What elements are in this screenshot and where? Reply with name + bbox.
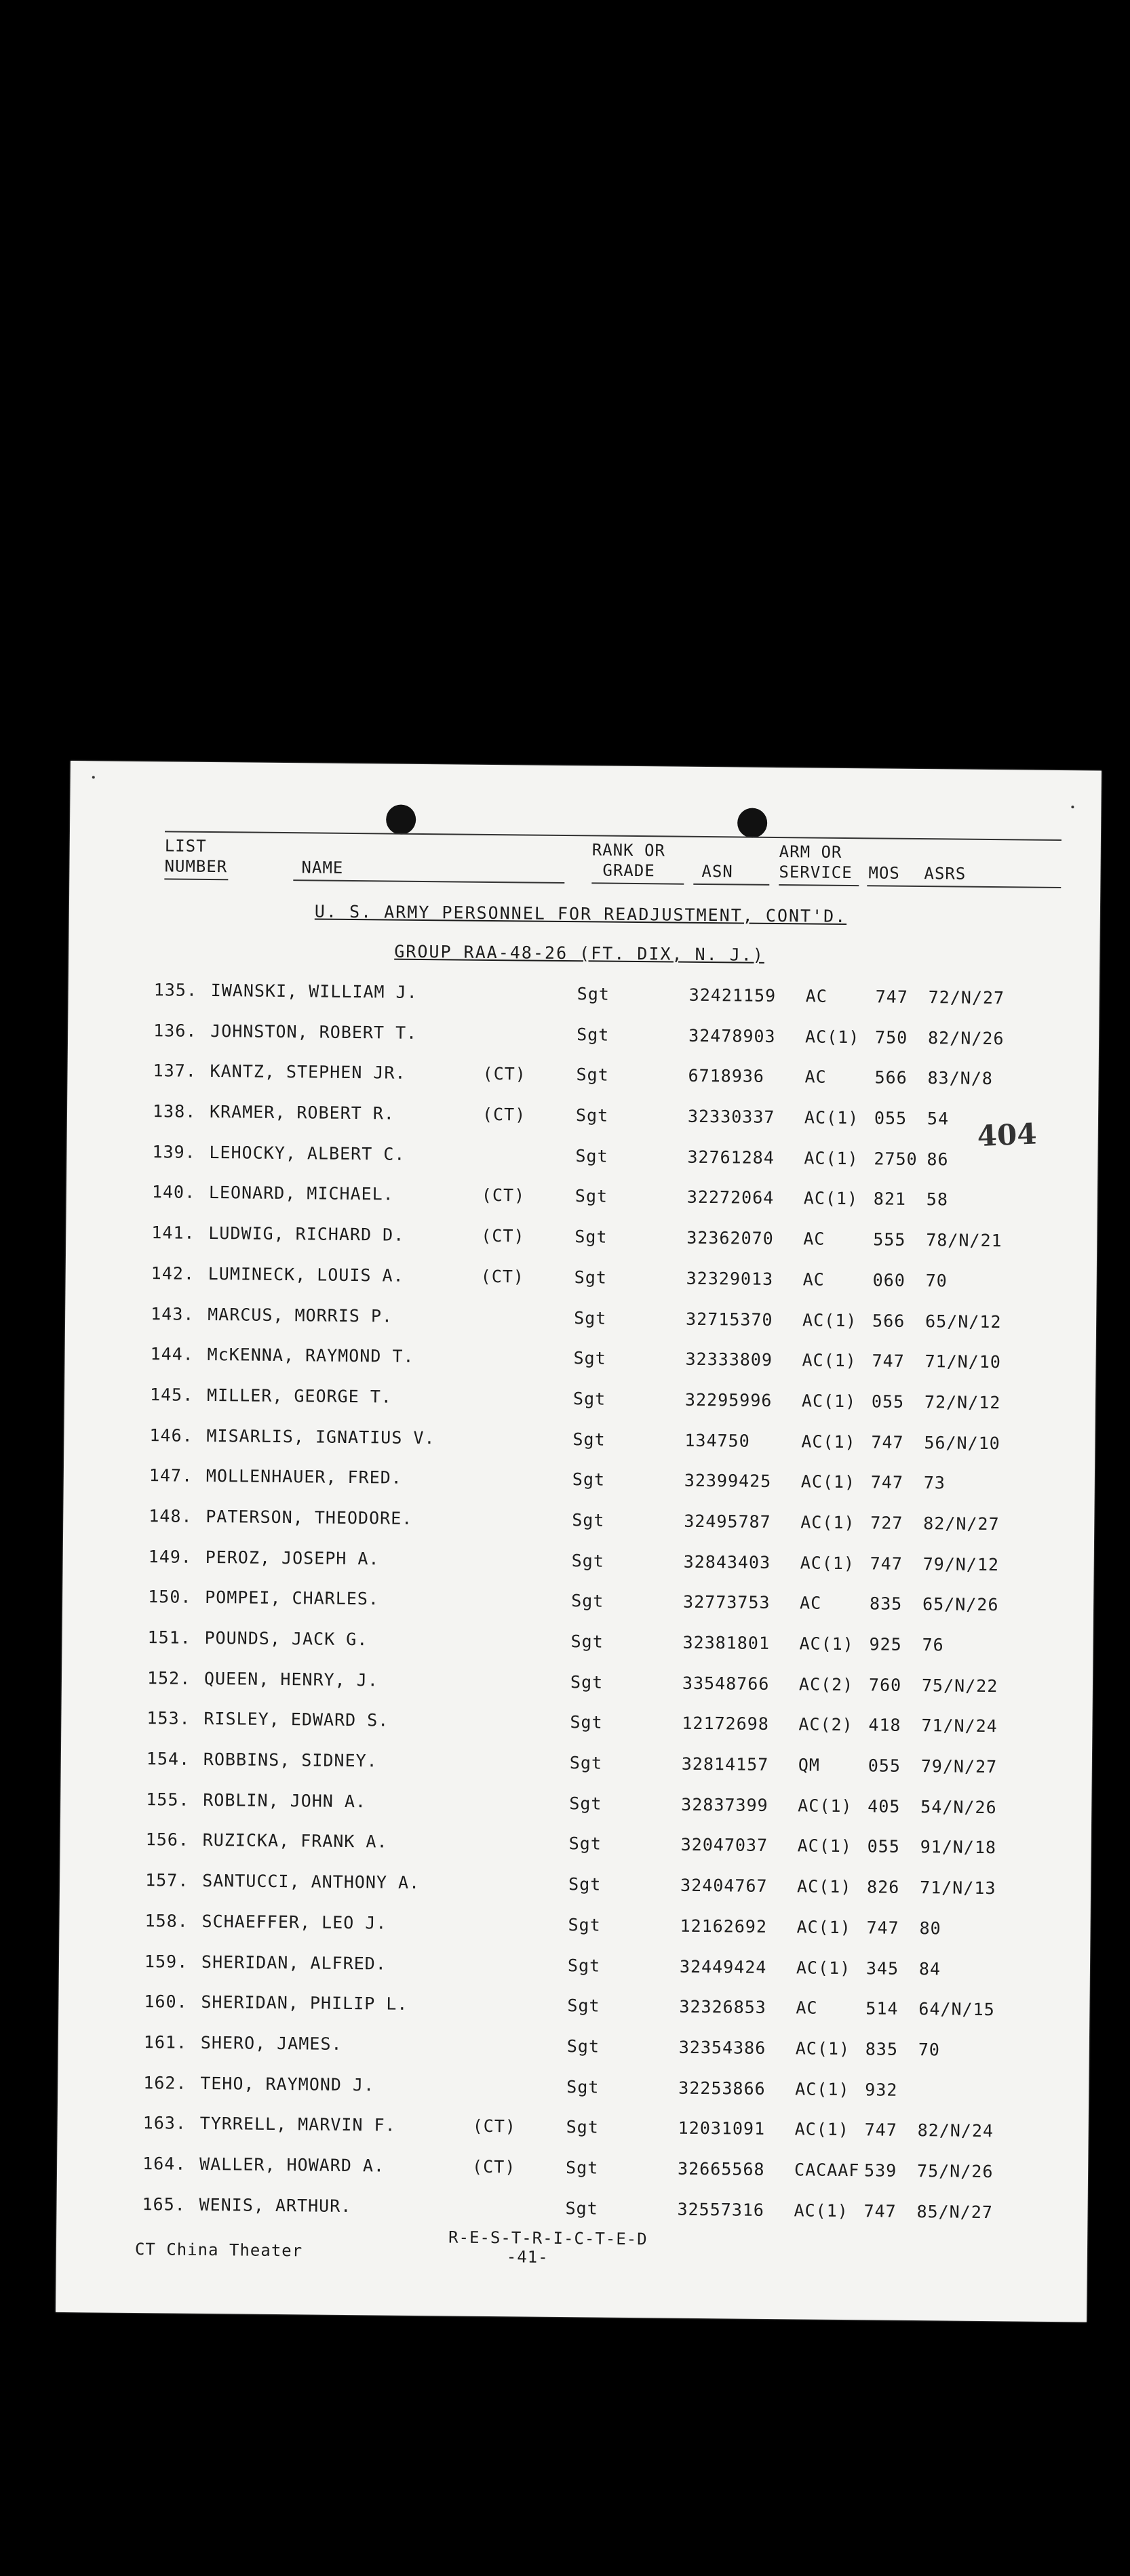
row-asrs: 84 [918, 1958, 941, 1979]
row-asrs: 71/N/24 [921, 1716, 998, 1737]
row-arm-service: AC [802, 1269, 825, 1290]
row-rank: Sgt [571, 1591, 604, 1611]
row-asrs: 54/N/26 [920, 1796, 997, 1817]
row-asrs: 80 [919, 1918, 941, 1939]
row-asn: 6718936 [688, 1066, 765, 1087]
row-mos: 760 [868, 1675, 902, 1695]
row-number: 142. [151, 1263, 195, 1284]
row-rank: Sgt [570, 1671, 604, 1692]
row-rank: Sgt [574, 1267, 608, 1288]
row-rank: Sgt [566, 2076, 600, 2097]
row-rank: Sgt [568, 1874, 602, 1895]
row-rank: Sgt [576, 1065, 609, 1086]
row-number: 157. [145, 1870, 189, 1890]
row-rank: Sgt [566, 2117, 599, 2137]
row-name: LUDWIG, RICHARD D. [208, 1223, 405, 1245]
row-arm-service: AC(1) [802, 1309, 857, 1330]
row-mos: 747 [864, 2120, 897, 2141]
row-number: 135. [153, 980, 198, 1000]
header-top-rule [165, 831, 1061, 841]
row-arm-service: CACAAF [794, 2160, 860, 2181]
row-arm-service: AC [799, 1593, 822, 1613]
row-name: RUZICKA, FRANK A. [202, 1830, 388, 1852]
row-arm-service: AC(1) [800, 1512, 855, 1533]
row-name: WENIS, ARTHUR. [199, 2194, 352, 2216]
row-mos: 747 [863, 2200, 897, 2221]
row-name: RISLEY, EDWARD S. [203, 1709, 389, 1730]
row-name: LEONARD, MICHAEL. [208, 1183, 394, 1205]
row-rank: Sgt [571, 1550, 605, 1571]
row-name: SANTUCCI, ANTHONY A. [202, 1871, 421, 1893]
row-asn: 32773753 [682, 1592, 771, 1613]
row-rank: Sgt [565, 2198, 598, 2219]
row-rank: Sgt [574, 1307, 607, 1328]
row-name: TYRRELL, MARVIN F. [199, 2114, 396, 2135]
row-rank: Sgt [569, 1793, 602, 1814]
header-rank-line2: GRADE [602, 860, 655, 881]
row-mos: 055 [868, 1756, 901, 1776]
row-rank: Sgt [572, 1469, 606, 1490]
row-asn: 32326853 [679, 1996, 766, 2018]
row-rank: Sgt [577, 1024, 610, 1045]
row-arm-service: AC(1) [798, 1796, 853, 1816]
row-arm-service: AC [796, 1998, 818, 2018]
row-asrs: 78/N/21 [926, 1230, 1002, 1251]
row-asn: 32715370 [686, 1309, 773, 1330]
row-number: 153. [147, 1708, 191, 1729]
row-number: 145. [149, 1385, 194, 1405]
row-number: 144. [150, 1344, 194, 1364]
row-rank: Sgt [574, 1186, 608, 1207]
row-arm-service: AC(1) [795, 2078, 850, 2099]
row-asn: 134750 [684, 1430, 750, 1451]
row-name: PEROZ, JOSEPH A. [205, 1547, 380, 1569]
row-rank: Sgt [569, 1753, 603, 1773]
row-mos: 060 [872, 1270, 905, 1290]
row-rank: Sgt [568, 1834, 602, 1855]
paper-speck [1071, 806, 1074, 808]
header-rule-name [293, 879, 564, 884]
row-asrs: 91/N/18 [920, 1837, 997, 1858]
row-number: 148. [149, 1506, 193, 1526]
punch-hole-left [386, 804, 416, 834]
row-asn: 32478903 [688, 1025, 776, 1046]
row-name: PATERSON, THEODORE. [206, 1506, 413, 1528]
row-name: McKENNA, RAYMOND T. [207, 1345, 414, 1367]
row-asn: 33548766 [682, 1673, 770, 1694]
row-mos: 747 [866, 1918, 899, 1938]
footer-legend: CT China Theater [134, 2240, 303, 2261]
header-asn: ASN [701, 861, 733, 881]
row-asn: 32837399 [681, 1794, 768, 1815]
row-theater-note: (CT) [481, 1185, 526, 1206]
row-arm-service: AC(1) [803, 1188, 859, 1209]
row-number: 156. [145, 1829, 190, 1850]
row-asrs: 65/N/26 [922, 1594, 999, 1615]
row-asn: 12162692 [680, 1916, 768, 1937]
paper-speck [92, 776, 95, 778]
header-rank-line1: RANK OR [591, 840, 666, 860]
row-mos: 747 [871, 1431, 904, 1452]
row-rank: Sgt [572, 1429, 606, 1450]
row-name: KRAMER, ROBERT R. [209, 1102, 395, 1124]
row-asrs: 71/N/13 [919, 1878, 996, 1899]
row-mos: 747 [870, 1472, 904, 1493]
row-rank: Sgt [572, 1510, 605, 1530]
header-arm-line2: SERVICE [779, 863, 853, 883]
row-number: 141. [151, 1223, 195, 1243]
header-rule-asn [693, 884, 769, 886]
row-arm-service: AC(1) [800, 1471, 856, 1492]
row-name: KANTZ, STEPHEN JR. [210, 1061, 406, 1084]
row-rank: Sgt [574, 1227, 608, 1247]
row-asrs: 85/N/27 [916, 2201, 994, 2222]
row-name: SHERO, JAMES. [200, 2032, 343, 2054]
row-asn: 12031091 [678, 2118, 766, 2139]
row-asn: 32295996 [684, 1389, 773, 1410]
row-asrs: 72/N/12 [924, 1392, 1001, 1413]
row-rank: Sgt [573, 1348, 606, 1368]
header-asrs: ASRS [924, 864, 967, 884]
row-name: TEHO, RAYMOND J. [200, 2073, 375, 2095]
row-theater-note: (CT) [482, 1064, 526, 1084]
row-number: 140. [151, 1182, 196, 1203]
row-name: MARCUS, MORRIS P. [208, 1304, 393, 1326]
row-asrs: 75/N/26 [916, 2161, 994, 2182]
row-mos: 555 [873, 1229, 906, 1250]
row-number: 138. [152, 1101, 197, 1122]
row-theater-note: (CT) [471, 2156, 516, 2177]
row-asrs: 76 [922, 1635, 944, 1655]
row-name: IWANSKI, WILLIAM J. [210, 980, 418, 1002]
row-number: 143. [151, 1303, 195, 1324]
document-title: U. S. ARMY PERSONNEL FOR READJUSTMENT, CONT'D. [314, 901, 847, 926]
row-asrs: 70 [918, 2039, 941, 2060]
row-number: 139. [152, 1141, 196, 1162]
row-asn: 32665568 [677, 2158, 765, 2179]
row-rank: Sgt [572, 1389, 606, 1409]
row-asrs: 82/N/24 [917, 2120, 994, 2141]
row-number: 149. [148, 1546, 193, 1567]
row-rank: Sgt [570, 1712, 603, 1732]
row-rank: Sgt [575, 1105, 609, 1126]
row-asrs: 70 [925, 1270, 948, 1291]
row-asn: 32399425 [684, 1470, 772, 1492]
row-asn: 32449424 [679, 1956, 767, 1977]
row-asrs: 58 [926, 1189, 949, 1210]
row-mos: 055 [867, 1836, 900, 1857]
row-asrs: 75/N/22 [921, 1675, 998, 1696]
row-number: 159. [144, 1951, 189, 1972]
row-number: 165. [142, 2194, 186, 2215]
row-name: MILLER, GEORGE T. [206, 1385, 393, 1407]
row-arm-service: AC(2) [798, 1714, 853, 1735]
row-asrs: 56/N/10 [924, 1432, 1000, 1453]
row-name: JOHNSTON, ROBERT T. [210, 1021, 418, 1043]
row-mos: 055 [871, 1391, 905, 1412]
row-name: MISARLIS, IGNATIUS V. [206, 1425, 435, 1448]
row-number: 146. [149, 1425, 193, 1446]
row-asn: 32354386 [678, 2037, 766, 2058]
row-number: 162. [143, 2072, 187, 2093]
row-mos: 727 [870, 1513, 903, 1533]
row-theater-note: (CT) [482, 1104, 526, 1125]
row-rank: Sgt [566, 2036, 600, 2057]
row-arm-service: AC(1) [802, 1350, 857, 1371]
row-arm-service: AC(1) [794, 2119, 850, 2140]
row-arm-service: AC(1) [804, 1107, 859, 1128]
header-list-line1: LIST [164, 836, 207, 856]
header-rule-list [164, 878, 228, 880]
header-rule-mos-asrs [867, 885, 1061, 888]
row-asn: 32330337 [687, 1106, 775, 1128]
row-mos: 932 [865, 2079, 898, 2100]
row-mos: 747 [870, 1553, 903, 1574]
row-asn: 32843403 [683, 1551, 771, 1572]
row-name: ROBBINS, SIDNEY. [203, 1749, 378, 1771]
row-arm-service: QM [798, 1755, 821, 1775]
row-name: ROBLIN, JOHN A. [203, 1789, 367, 1812]
row-number: 152. [147, 1667, 191, 1688]
row-asrs: 86 [927, 1149, 949, 1170]
row-number: 155. [146, 1789, 190, 1810]
row-arm-service: AC [804, 1067, 827, 1088]
row-mos: 835 [865, 2039, 899, 2059]
row-mos: 747 [872, 1351, 905, 1372]
row-mos: 566 [874, 1067, 908, 1088]
row-mos: 821 [873, 1189, 907, 1210]
row-asn: 32495787 [684, 1511, 771, 1532]
row-arm-service: AC(2) [798, 1674, 854, 1695]
row-arm-service: AC(1) [799, 1633, 854, 1654]
header-arm-line1: ARM OR [779, 842, 842, 862]
row-mos: 925 [869, 1634, 902, 1654]
row-number: 160. [144, 1992, 188, 2012]
row-name: QUEEN, HENRY, J. [203, 1668, 378, 1690]
row-name: POMPEI, CHARLES. [205, 1587, 380, 1609]
row-asrs: 71/N/10 [924, 1351, 1002, 1372]
row-number: 151. [147, 1627, 191, 1648]
footer-classification: R-E-S-T-R-I-C-T-E-D [448, 2227, 648, 2249]
row-asn: 12172698 [682, 1713, 769, 1735]
row-name: SCHAEFFER, LEO J. [201, 1911, 387, 1933]
row-name: MOLLENHAUER, FRED. [206, 1466, 402, 1488]
row-arm-service: AC [803, 1229, 825, 1249]
row-name: SHERIDAN, PHILIP L. [201, 1992, 408, 2015]
row-asrs: 79/N/12 [922, 1553, 1000, 1574]
row-asrs: 82/N/27 [923, 1513, 1000, 1534]
row-asrs: 79/N/27 [920, 1756, 998, 1777]
row-asrs: 64/N/15 [918, 1999, 995, 2020]
row-rank: Sgt [577, 984, 610, 1004]
row-rank: Sgt [568, 1914, 601, 1935]
row-name: LUMINECK, LOUIS A. [208, 1263, 404, 1286]
row-theater-note: (CT) [480, 1266, 525, 1287]
row-asrs: 73 [923, 1473, 946, 1493]
row-arm-service: AC(1) [801, 1431, 856, 1452]
row-mos: 514 [865, 1998, 899, 2019]
footer-page-number: -41- [506, 2247, 549, 2267]
header-list-line2: NUMBER [164, 856, 228, 877]
row-asn: 32421159 [688, 985, 777, 1006]
row-asn: 32333809 [685, 1349, 773, 1370]
row-asn: 32557316 [677, 2199, 765, 2220]
row-mos: 566 [872, 1310, 905, 1331]
row-number: 150. [148, 1587, 192, 1608]
row-name: WALLER, HOWARD A. [199, 2154, 385, 2176]
row-mos: 539 [863, 2160, 897, 2181]
row-arm-service: AC(1) [800, 1553, 855, 1573]
row-arm-service: AC(1) [796, 1876, 852, 1897]
row-asn: 32047037 [680, 1835, 768, 1856]
header-mos: MOS [868, 863, 900, 883]
row-asrs: 82/N/26 [927, 1027, 1005, 1048]
row-number: 147. [149, 1465, 193, 1486]
row-asn: 32761284 [687, 1147, 775, 1168]
row-rank: Sgt [565, 2158, 599, 2178]
personnel-list [56, 979, 1099, 2244]
row-rank: Sgt [570, 1631, 604, 1652]
row-mos: 826 [866, 1877, 900, 1897]
row-theater-note: (CT) [472, 2116, 517, 2137]
row-asn: 32362070 [686, 1227, 774, 1249]
row-mos: 747 [875, 987, 909, 1007]
row-asn: 32253866 [678, 2078, 766, 2099]
header-name: NAME [301, 858, 344, 877]
row-asrs: 72/N/27 [928, 987, 1005, 1008]
row-mos: 2750 [874, 1149, 918, 1169]
row-asn: 32814157 [681, 1753, 769, 1775]
row-number: 163. [142, 2113, 187, 2133]
row-mos: 418 [868, 1715, 901, 1736]
group-heading: GROUP RAA-48-26 (FT. DIX, N. J.) [394, 941, 765, 965]
row-asn: 32272064 [686, 1187, 775, 1208]
row-mos: 405 [868, 1796, 901, 1817]
row-asn: 32381801 [682, 1632, 771, 1653]
row-rank: Sgt [567, 1996, 600, 2016]
row-arm-service: AC(1) [796, 1957, 851, 1978]
row-asn: 32329013 [686, 1268, 774, 1289]
row-asn: 32404767 [680, 1875, 768, 1897]
row-arm-service: AC(1) [797, 1836, 853, 1857]
row-mos: 345 [865, 1958, 899, 1979]
row-arm-service: AC(1) [801, 1391, 857, 1412]
header-rule-rank [591, 882, 684, 884]
row-mos: 750 [875, 1027, 908, 1048]
page-number-stamp: 404 [976, 1117, 1038, 1153]
row-arm-service: AC(1) [804, 1148, 859, 1168]
document-sheet [56, 761, 1102, 2322]
header-rule-arm [779, 884, 859, 886]
row-number: 137. [153, 1061, 197, 1082]
row-mos: 055 [874, 1108, 908, 1128]
row-name: POUNDS, JACK G. [204, 1627, 368, 1650]
row-number: 158. [144, 1910, 189, 1931]
row-mos: 835 [869, 1593, 903, 1614]
row-theater-note: (CT) [481, 1225, 525, 1246]
row-arm-service: AC [805, 986, 827, 1006]
row-arm-service: AC(1) [796, 1917, 851, 1937]
row-asrs: 54 [927, 1109, 950, 1129]
row-name: LEHOCKY, ALBERT C. [209, 1142, 406, 1164]
row-arm-service: AC(1) [795, 2038, 851, 2059]
row-number: 164. [142, 2154, 187, 2174]
row-arm-service: AC(1) [794, 2200, 849, 2221]
row-arm-service: AC(1) [805, 1027, 860, 1047]
row-number: 136. [153, 1020, 197, 1041]
row-asrs: 65/N/12 [924, 1311, 1002, 1332]
row-rank: Sgt [567, 1955, 601, 1976]
row-number: 154. [146, 1749, 191, 1769]
row-name: SHERIDAN, ALFRED. [201, 1951, 387, 1974]
row-rank: Sgt [575, 1145, 608, 1166]
punch-hole-right [737, 808, 767, 837]
row-number: 161. [143, 2032, 188, 2053]
row-asrs: 83/N/8 [927, 1068, 994, 1089]
